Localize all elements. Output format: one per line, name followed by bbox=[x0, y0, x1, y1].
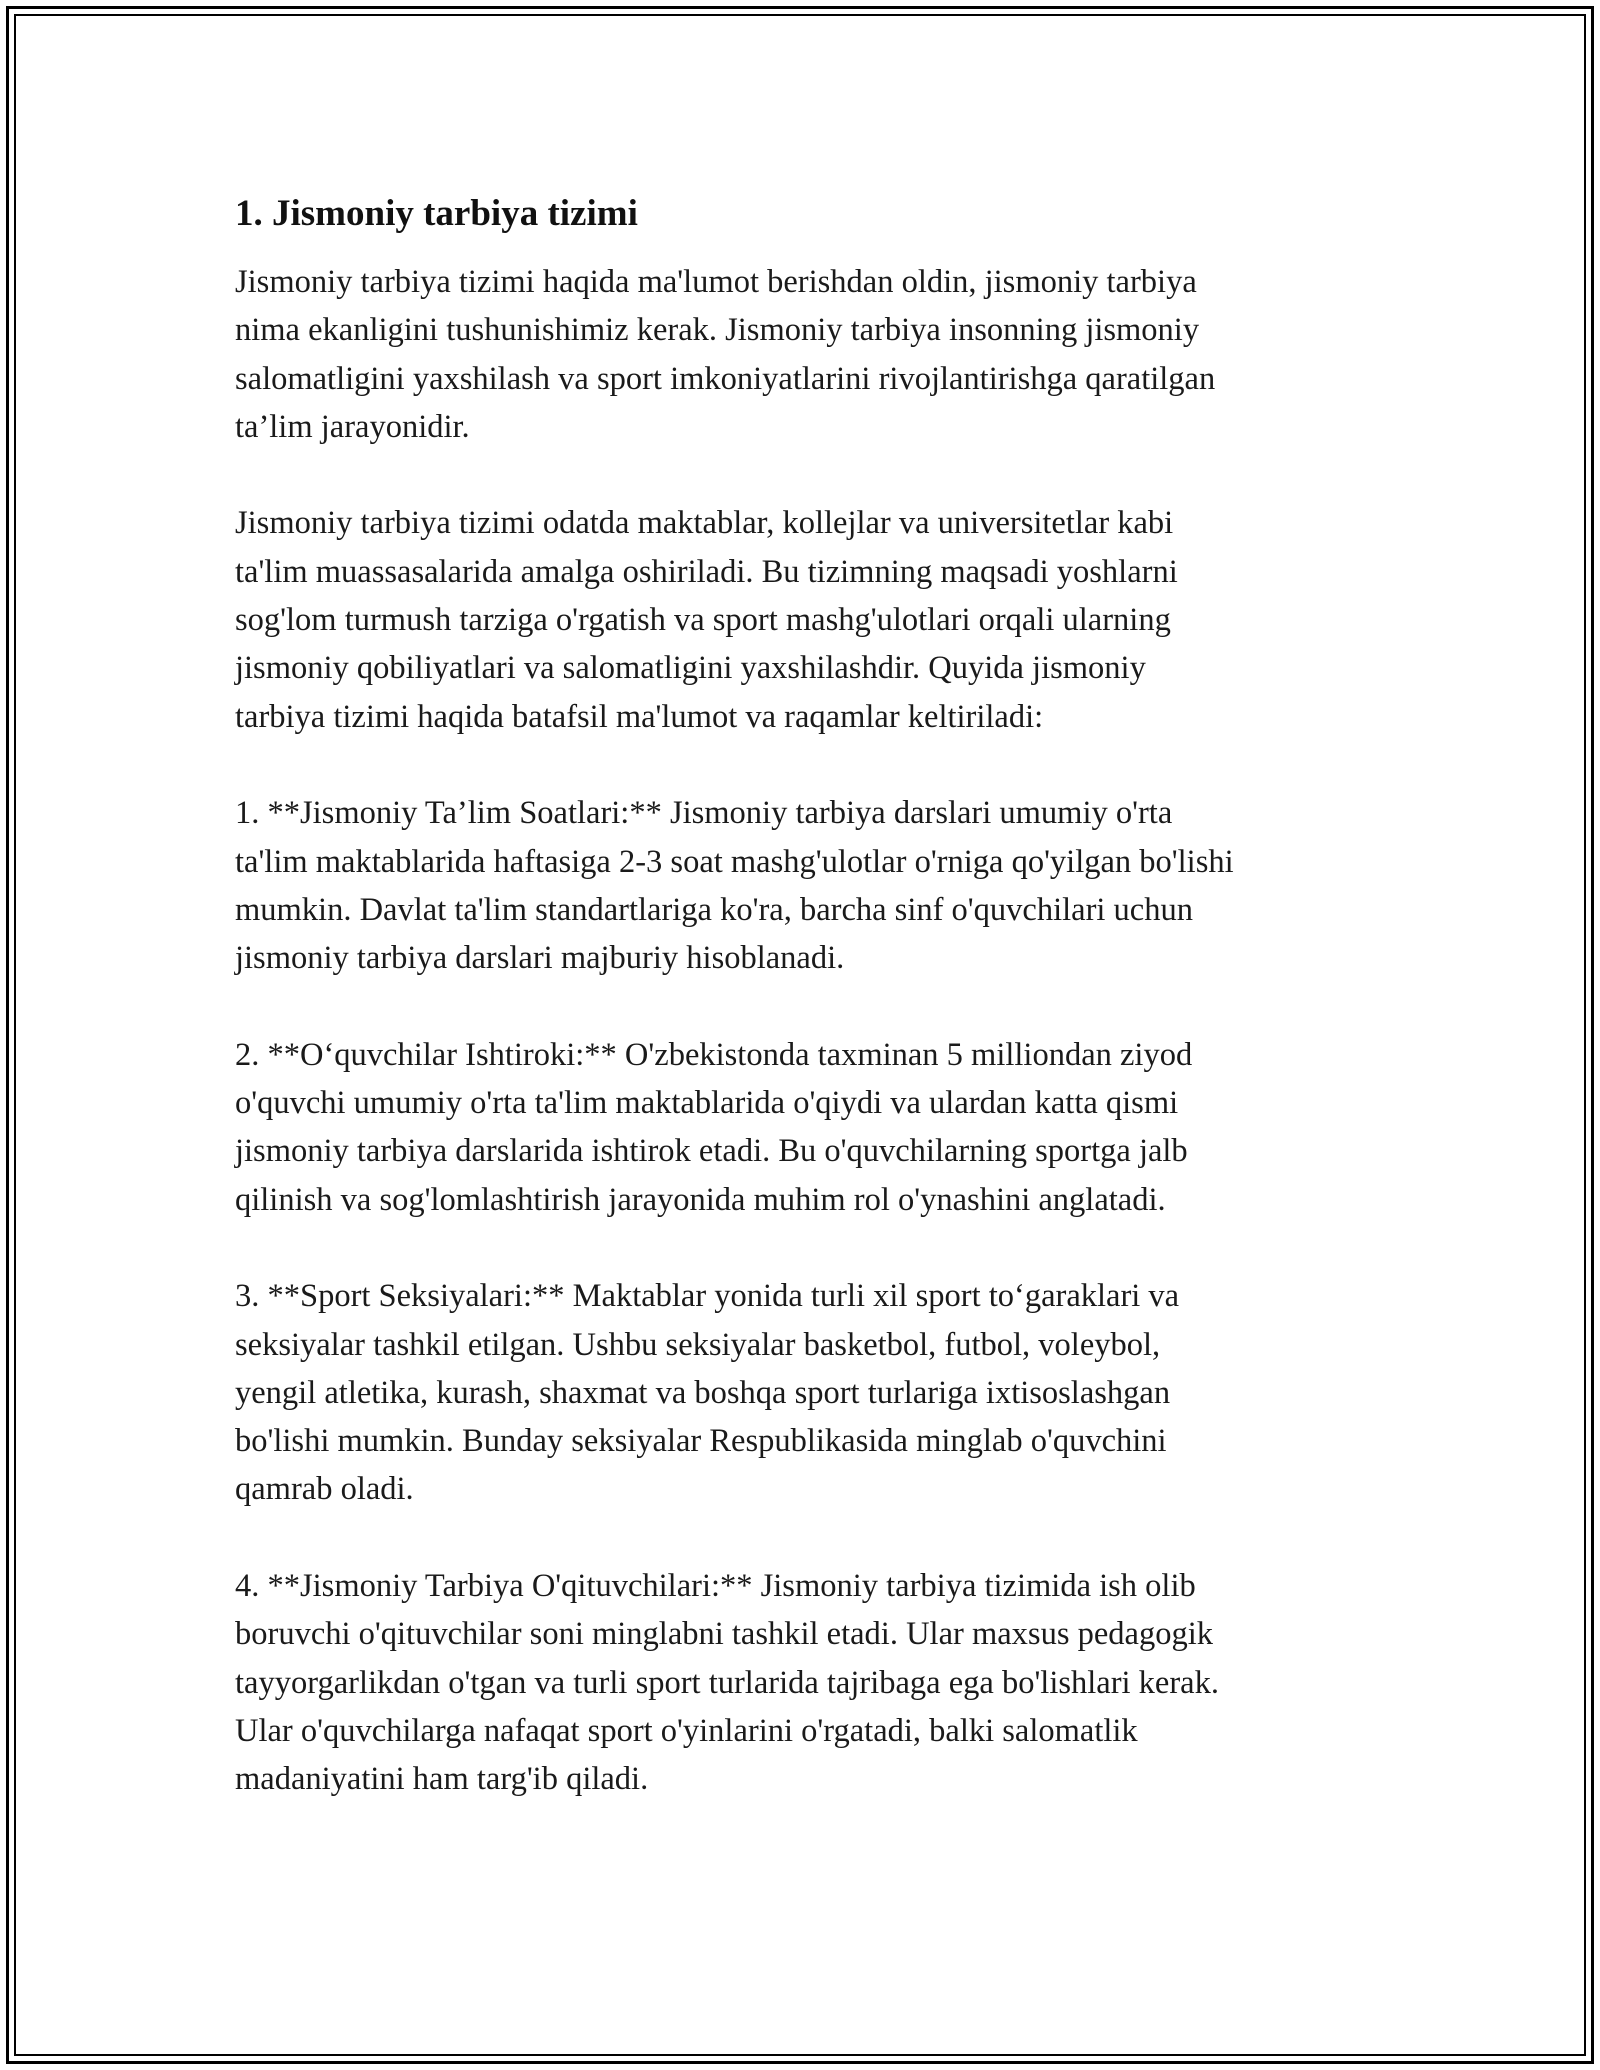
paragraph-system-overview: Jismoniy tarbiya tizimi odatda maktablar, kollejlar va universitetlar kabi ta'lim muassasalarida amalga oshiriladi. Bu tizimning maqsadi yoshlarni sog'lom turmush tarziga o'rgatish va sport mashg'ulotlari orqali ularning jismoniy qobiliyatlari va salomatligini yaxshilashdir. Quyida jismoniy tarbiya tizimi haqida batafsil ma'lumot va raqamlar keltiriladi: bbox=[235, 505, 1178, 735]
list-item-sport-sections: 3. **Sport Seksiyalari:** Maktablar yonida turli xil sport to‘garaklari va seksiyalar tashkil etilgan. Ushbu seksiyalar basketbol, futbol, voleybol, yengil atletika, kurash, shaxmat va boshqa sport turlariga ixtisoslashgan bo'lishi mumkin. Bunday seksiyalar Respublikasida minglab o'quvchini qamrab oladi. bbox=[235, 1278, 1180, 1508]
list-item-teachers: 4. **Jismoniy Tarbiya O'qituvchilari:** Jismoniy tarbiya tizimida ish olib boruvchi o'qituvchilar soni minglabni tashkil etadi. Ular maxsus pedagogik tayyorgarlikdan o'tgan va turli sport turlarida tajribaga ega bo'lishlari kerak. Ular o'quvchilarga nafaqat sport o'yinlarini o'rgatadi, balki salomatlik madaniyatini ham targ'ib qiladi. bbox=[235, 1568, 1219, 1798]
document-body bbox=[235, 188, 1365, 1852]
section-heading: 1. Jismoniy tarbiya tizimi bbox=[235, 193, 638, 234]
paragraph-intro: Jismoniy tarbiya tizimi haqida ma'lumot berishdan oldin, jismoniy tarbiya nima ekanligini tushunishimiz kerak. Jismoniy tarbiya insonning jismoniy salomatligini yaxshilash va sport imkoniyatlarini rivojlantirishga qaratilgan ta’lim jarayonidir. bbox=[235, 264, 1216, 445]
list-item-student-participation: 2. **O‘quvchilar Ishtiroki:** O'zbekistonda taxminan 5 milliondan ziyod o'quvchi umumiy o'rta ta'lim maktablarida o'qiydi va ulardan katta qismi jismoniy tarbiya darslarida ishtirok etadi. Bu o'quvchilarning sportga jalb qilinish va sog'lomlashtirish jarayonida muhim rol o'ynashini anglatadi. bbox=[235, 1036, 1193, 1218]
list-item-education-hours: 1. **Jismoniy Ta’lim Soatlari:** Jismoniy tarbiya darslari umumiy o'rta ta'lim maktablarida haftasiga 2-3 soat mashg'ulotlar o'rniga qo'yilgan bo'lishi mumkin. Davlat ta'lim standartlariga ko'ra, barcha sinf o'quvchilari uchun jismoniy tarbiya darslari majburiy hisoblanadi. bbox=[235, 795, 1234, 977]
